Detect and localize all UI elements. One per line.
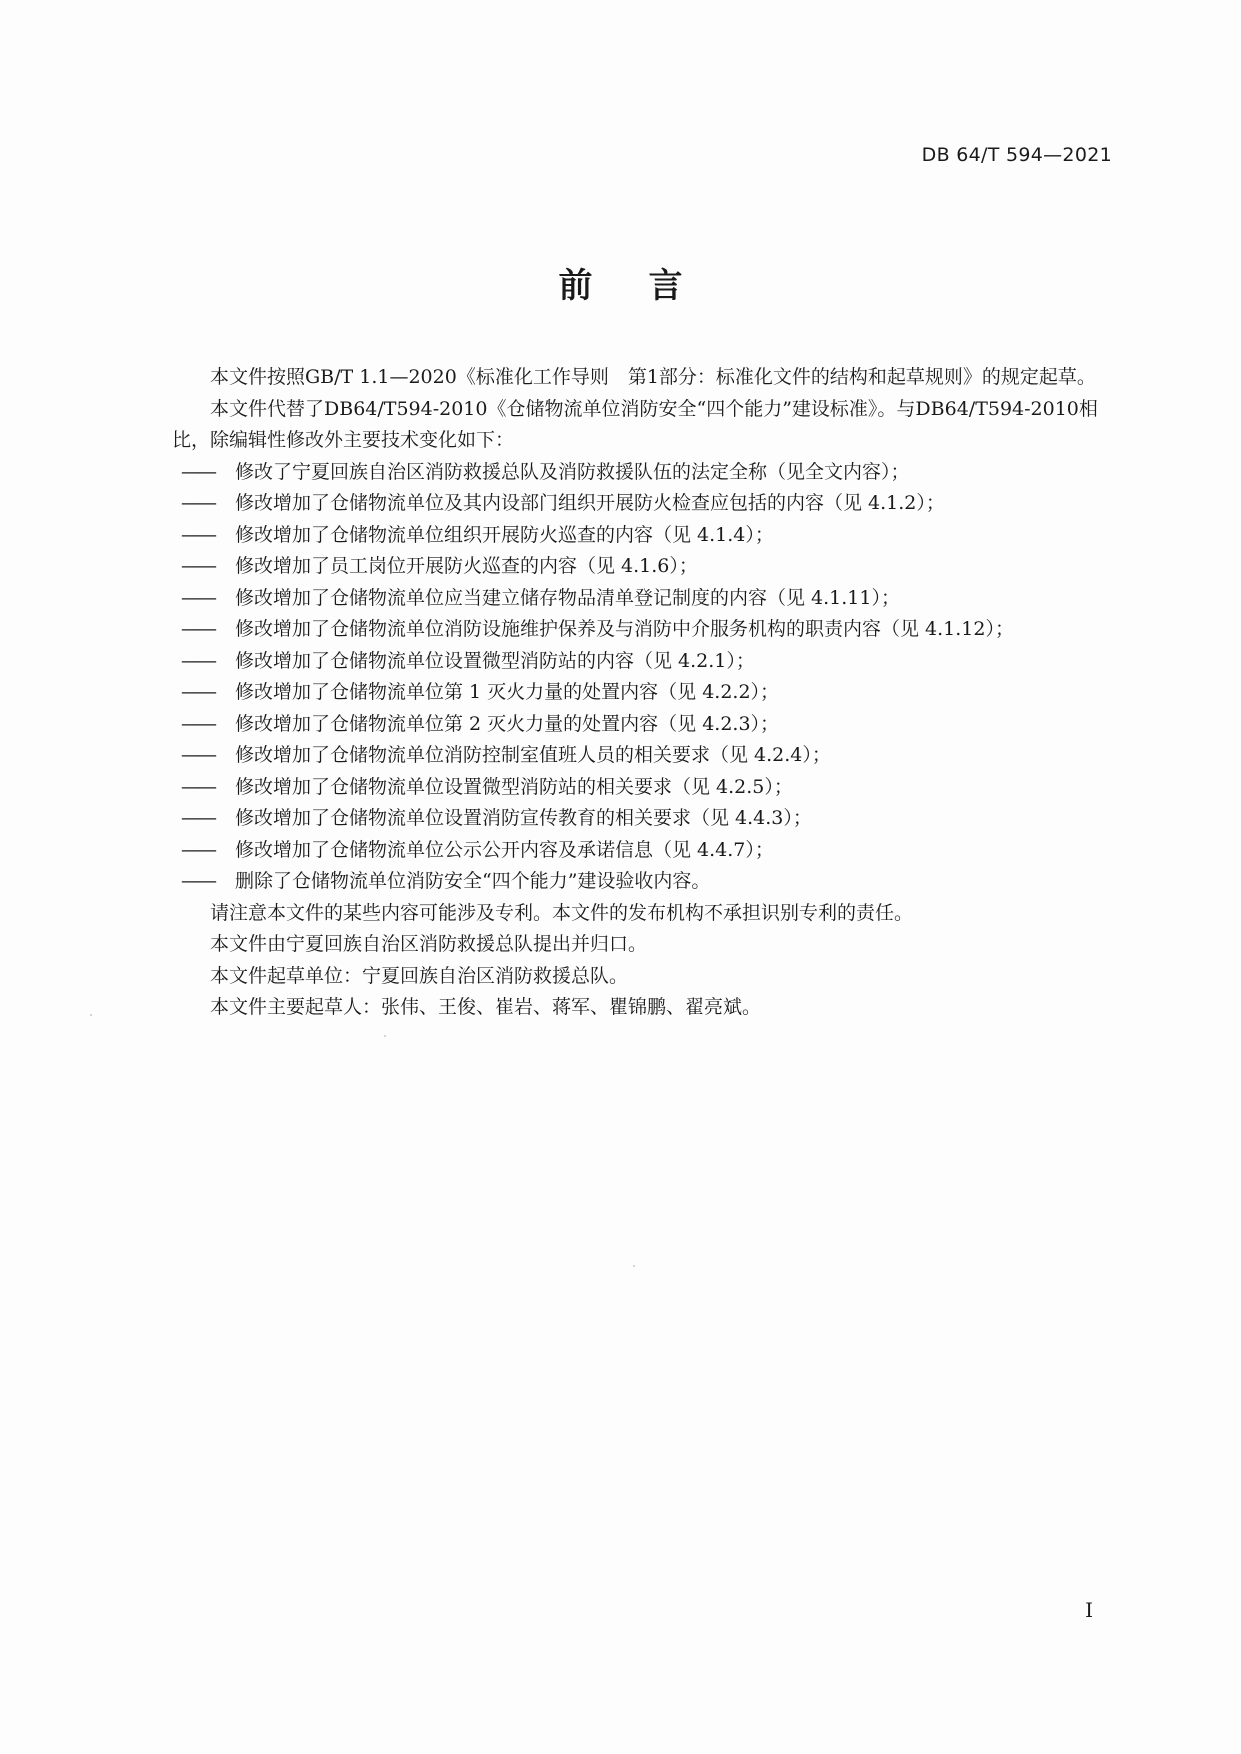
list-item-text: 修改增加了仓储物流单位应当建立储存物品清单登记制度的内容（见 4.1.11）；	[235, 586, 900, 609]
dash-marker: ——	[181, 649, 215, 672]
list-item-text: 修改增加了仓储物流单位公示公开内容及承诺信息（见 4.4.7）；	[235, 838, 774, 861]
paragraph-replacement: 本文件代替了DB64/T594-2010《仓储物流单位消防安全“四个能力”建设标准》。与DB64/T594-2010相比，除编辑性修改外主要技术变化如下：	[172, 397, 1098, 451]
list-item-text: 修改增加了仓储物流单位设置微型消防站的相关要求（见 4.2.5）；	[235, 775, 793, 798]
dash-marker: ——	[181, 838, 215, 861]
list-item-text: 修改增加了仓储物流单位第 1 灭火力量的处置内容（见 4.2.2）；	[235, 681, 780, 703]
scan-speck	[384, 1035, 386, 1037]
list-item	[181, 457, 1112, 489]
list-item-text: 修改增加了仓储物流单位设置消防宣传教育的相关要求（见 4.4.3）；	[235, 807, 812, 829]
list-item-text: 修改增加了仓储物流单位及其内设部门组织开展防火检查应包括的内容（见 4.1.2）；	[235, 492, 945, 514]
dash-marker: ——	[181, 586, 215, 609]
list-item	[181, 866, 1112, 898]
list-item-text: 修改增加了仓储物流单位设置微型消防站的内容（见 4.2.1）；	[235, 649, 755, 672]
dash-marker: ——	[181, 681, 215, 703]
drafters: 本文件主要起草人：张伟、王俊、崔岩、蒋军、瞿锦鹏、翟亮斌。	[210, 996, 762, 1018]
list-item	[181, 551, 1112, 583]
dash-marker: ——	[181, 492, 215, 514]
document-code: DB 64/T 594—2021	[921, 144, 1112, 166]
scan-speck	[633, 1265, 635, 1267]
drafting-unit: 本文件起草单位：宁夏回族自治区消防救援总队。	[210, 964, 629, 987]
list-item	[181, 835, 1112, 867]
list-item	[181, 583, 1112, 615]
list-item-text: 修改增加了仓储物流单位消防设施维护保养及与消防中介服务机构的职责内容（见 4.1.12）；	[235, 618, 1014, 640]
dash-marker: ——	[181, 460, 215, 483]
dash-marker: ——	[181, 712, 215, 735]
list-item-text: 修改增加了仓储物流单位消防控制室值班人员的相关要求（见 4.2.4）；	[235, 744, 831, 766]
page-title: 前言	[558, 266, 739, 306]
list-item-text: 删除了仓储物流单位消防安全“四个能力”建设验收内容。	[235, 870, 711, 892]
list-item-text: 修改增加了仓储物流单位组织开展防火巡查的内容（见 4.1.4）；	[235, 523, 774, 546]
list-item	[181, 488, 1112, 520]
dash-marker: ——	[181, 870, 215, 892]
list-item	[181, 646, 1112, 678]
proposer-statement: 本文件由宁夏回族自治区消防救援总队提出并归口。	[210, 933, 648, 955]
list-item	[181, 614, 1112, 646]
changes-list	[172, 457, 1112, 898]
dash-marker: ——	[181, 744, 215, 766]
patent-notice: 请注意本文件的某些内容可能涉及专利。本文件的发布机构不承担识别专利的责任。	[210, 901, 914, 924]
dash-marker: ——	[181, 555, 215, 577]
list-item	[181, 677, 1112, 709]
dash-marker: ——	[181, 807, 215, 829]
dash-marker: ——	[181, 775, 215, 798]
paragraph-drafting-rules: 本文件按照GB/T 1.1—2020《标准化工作导则 第1部分：标准化文件的结构和起草规则》的规定起草。	[210, 366, 1096, 388]
scan-speck	[90, 1014, 92, 1016]
list-item-text: 修改增加了员工岗位开展防火巡查的内容（见 4.1.6）；	[235, 555, 698, 577]
dash-marker: ——	[181, 618, 215, 640]
list-item	[181, 740, 1112, 772]
page-number: I	[1085, 1598, 1093, 1622]
list-item	[181, 772, 1112, 804]
list-item	[181, 803, 1112, 835]
preface-body	[172, 362, 1112, 1024]
list-item	[181, 709, 1112, 741]
dash-marker: ——	[181, 523, 215, 546]
list-item-text: 修改增加了仓储物流单位第 2 灭火力量的处置内容（见 4.2.3）；	[235, 712, 780, 735]
list-item-text: 修改了宁夏回族自治区消防救援总队及消防救援队伍的法定全称（见全文内容）；	[235, 460, 910, 483]
list-item	[181, 520, 1112, 552]
